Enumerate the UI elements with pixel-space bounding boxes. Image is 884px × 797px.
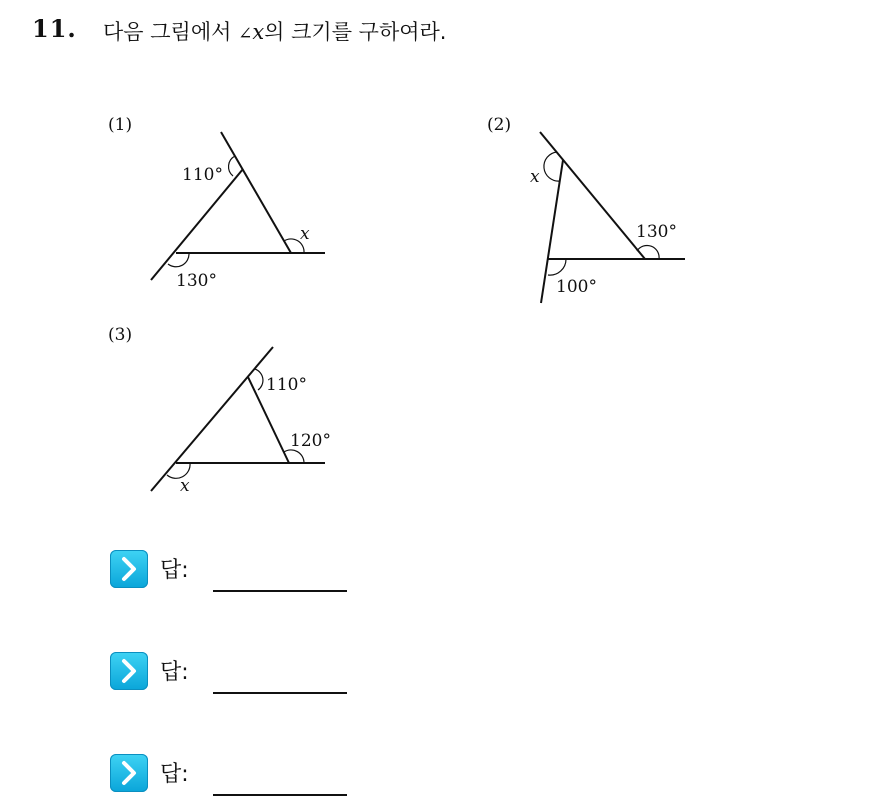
figure-2-angle-right: 130° xyxy=(636,222,677,242)
figure-1 xyxy=(108,115,325,291)
answer-blank[interactable] xyxy=(213,692,347,694)
figure-2-arc-bottom xyxy=(548,259,566,275)
question-number: 11. xyxy=(32,14,77,43)
figure-3-arc-top xyxy=(255,369,263,390)
chevron-right-icon xyxy=(110,550,148,588)
answer-label: 답: xyxy=(160,762,189,787)
figure-3-angle-bottom-left: x xyxy=(180,476,190,496)
figure-3-side-left xyxy=(151,347,273,491)
question-variable: x xyxy=(252,20,265,44)
figure-2-label: (2) xyxy=(487,115,512,135)
figure-2 xyxy=(487,115,685,303)
figure-2-angle-top: x xyxy=(530,167,540,187)
figure-3 xyxy=(108,325,331,496)
answer-label: 답: xyxy=(160,660,189,685)
figure-3-angle-right: 120° xyxy=(290,431,331,451)
chevron-right-icon xyxy=(110,754,148,792)
answer-row-3 xyxy=(110,754,370,794)
figure-2-angle-bottom-left: 100° xyxy=(556,277,597,297)
answer-blank[interactable] xyxy=(213,794,347,796)
answer-blank[interactable] xyxy=(213,590,347,592)
question-text-after: 의 크기를 구하여라. xyxy=(264,20,447,44)
figure-1-angle-top: 110° xyxy=(182,165,223,185)
figure-2-arc-top xyxy=(544,152,560,181)
figure-3-angle-top: 110° xyxy=(266,375,307,395)
angle-symbol: ∠ xyxy=(238,24,253,44)
figure-1-angle-bottom-left: 130° xyxy=(176,271,217,291)
figure-2-side-right xyxy=(540,132,645,259)
question-text-before: 다음 그림에서 xyxy=(103,20,239,44)
figure-1-label: (1) xyxy=(108,115,133,135)
figure-1-side-right xyxy=(221,132,291,253)
answer-row-1 xyxy=(110,550,370,590)
figure-3-label: (3) xyxy=(108,325,133,345)
answer-row-2 xyxy=(110,652,370,692)
figure-1-side-left xyxy=(151,169,243,280)
figure-1-arc-top xyxy=(229,156,235,176)
figure-1-angle-right: x xyxy=(300,224,310,244)
answer-label: 답: xyxy=(160,558,189,583)
chevron-right-icon xyxy=(110,652,148,690)
